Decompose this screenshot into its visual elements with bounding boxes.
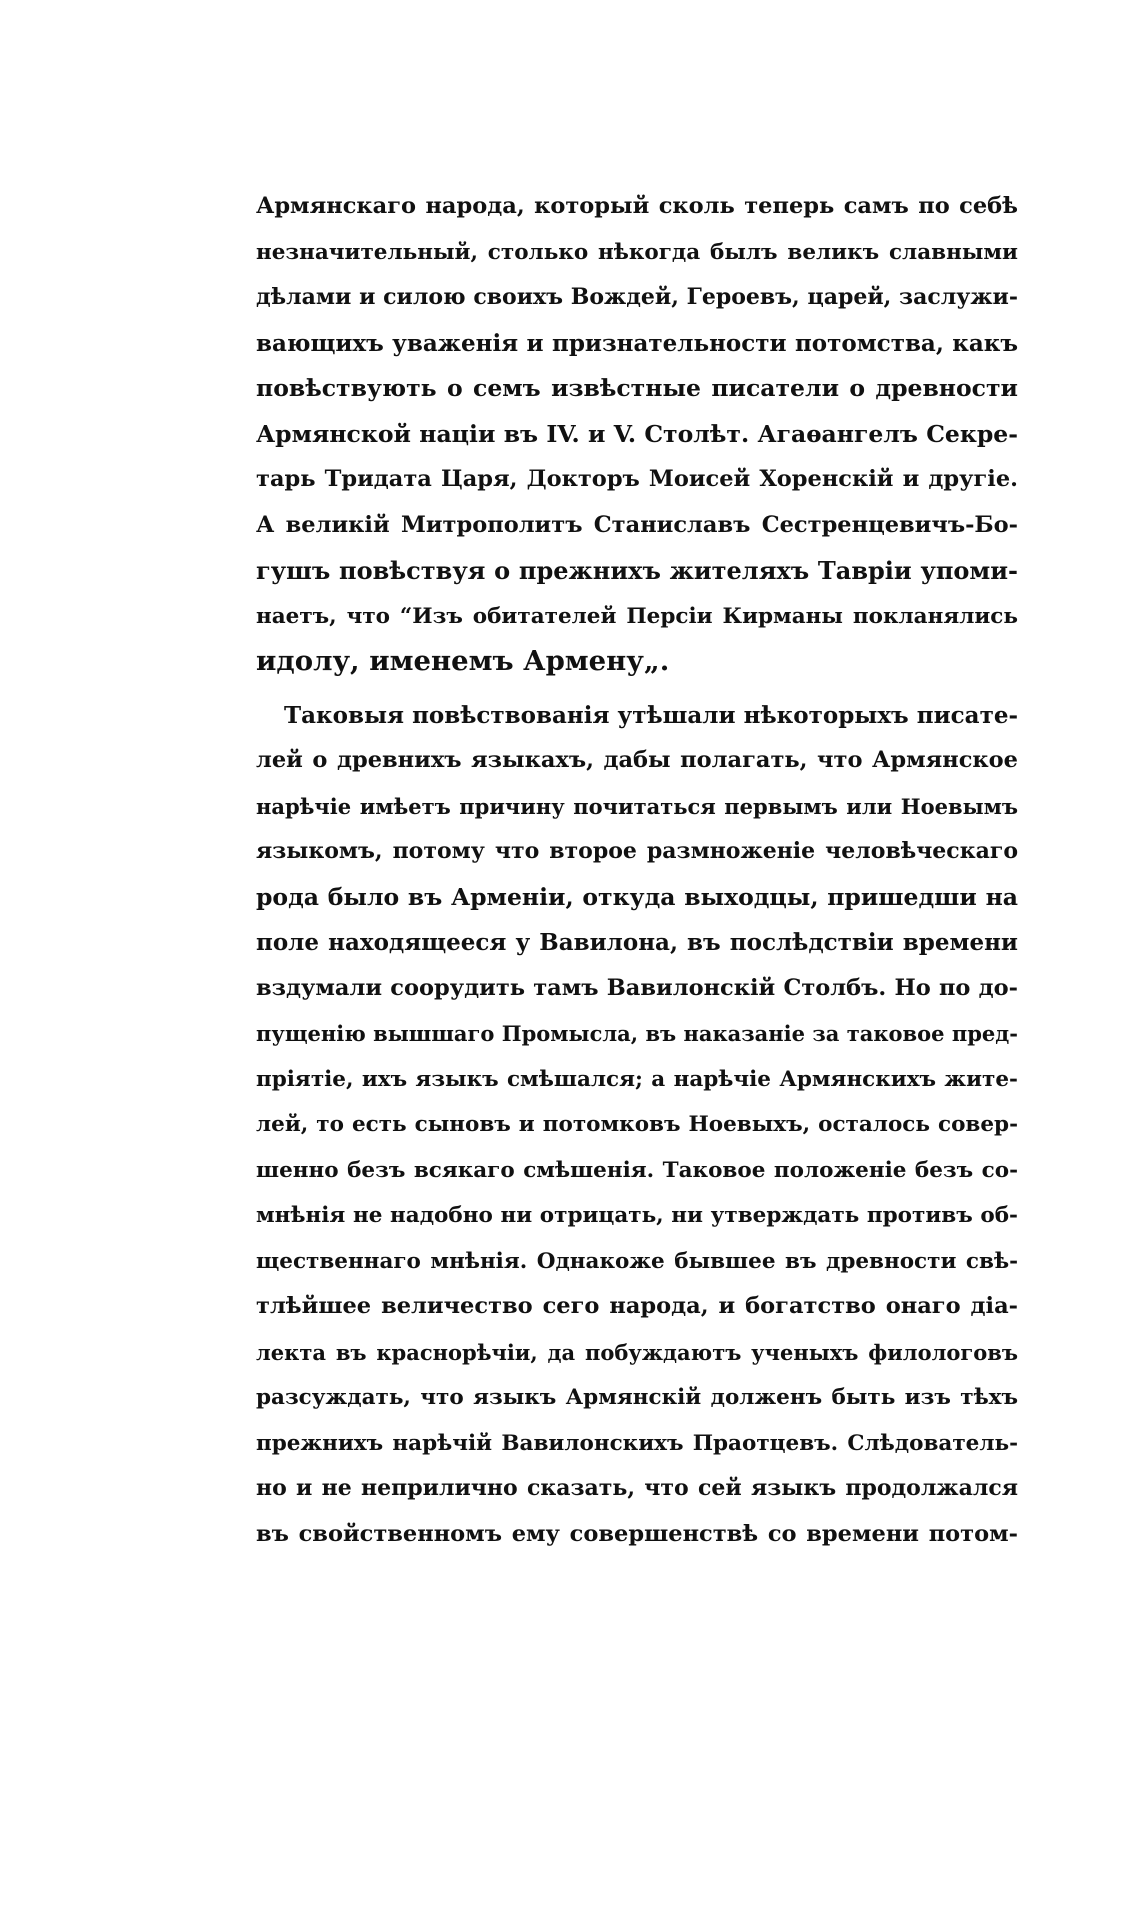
text-line: наетъ, что “Изъ обитателей Персіи Кирманы покланялись [256, 603, 1018, 629]
text-line: Таковыя повѣствованія утѣшали нѣкоторыхъ писате- [284, 701, 1018, 729]
text-line: нарѣчіе имѣетъ причину почитаться первымъ или Ноевымъ [256, 793, 1018, 819]
text-line: лей, то есть сыновъ и потомковъ Ноевыхъ, осталось совер- [256, 1112, 1018, 1137]
text-line: щественнаго мнѣнія. Однакоже бывшее въ древности свѣ- [256, 1248, 1018, 1274]
text-line: А великій Митрополитъ Станиславъ Сестренцевичъ-Бо- [256, 511, 1018, 538]
text-line: прежнихъ нарѣчій Вавилонскихъ Праотцевъ. Слѣдователь- [256, 1430, 1018, 1456]
text-line: пущенію вышшаго Промысла, въ наказаніе за таковое пред- [256, 1021, 1018, 1046]
text-line: тлѣйшее величество сего народа, и богатство онаго діа- [256, 1293, 1018, 1319]
text-line: лей о древнихъ языкахъ, дабы полагать, что Армянское [256, 747, 1018, 773]
text-line: Армянскаго народа, который сколь теперь самъ по себѣ [256, 193, 1018, 219]
text-line: шенно безъ всякаго смѣшенія. Таковое положеніе безъ со- [256, 1157, 1018, 1183]
text-line: поле находящееся у Вавилона, въ послѣдствіи времени [256, 929, 1018, 956]
text-line: гушъ повѣствуя о прежнихъ жителяхъ Тавріи упоми- [256, 556, 1018, 585]
text-line: дѣлами и силою своихъ Вождей, Героевъ, царей, заслужи- [256, 284, 1018, 310]
text-line: рода было въ Арменіи, откуда выходцы, пришедши на [256, 882, 1018, 911]
text-line: вздумали соорудить тамъ Вавилонскій Столбъ. Но по до- [256, 974, 1018, 1001]
text-line: идолу, именемъ Армену„. [256, 645, 670, 677]
paragraph-2 [256, 693, 1018, 1558]
text-line: разсуждать, что языкъ Армянскій долженъ быть изъ тѣхъ [256, 1385, 1018, 1410]
text-line: но и не неприлично сказать, что сей языкъ продолжался [256, 1475, 1018, 1501]
text-line: незначительный, столько нѣкогда былъ великъ славными [256, 239, 1018, 265]
text-line: повѣствують о семъ извѣстные писатели о древности [256, 374, 1018, 402]
paragraph-1 [256, 184, 1018, 685]
text-line: тарь Тридата Царя, Докторъ Моисей Хоренскій и другіе. [256, 466, 1018, 492]
text-line: лекта въ краснорѣчіи, да побуждаютъ ученыхъ филологовъ [256, 1339, 1018, 1365]
text-line: языкомъ, потому что второе размноженіе человѣческаго [256, 838, 1018, 864]
text-line: въ свойственномъ ему совершенствѣ со времени потом- [256, 1520, 1018, 1547]
text-line: пріятіе, ихъ языкъ смѣшался; а нарѣчіе Армянскихъ жите- [256, 1066, 1018, 1092]
text-line: Армянской націи въ IV. и V. Столѣт. Агаѳангелъ Секре- [256, 419, 1018, 448]
paragraph-gap [256, 685, 1018, 693]
text-line: мнѣнія не надобно ни отрицать, ни утверждать противъ об- [256, 1203, 1018, 1228]
text-line: вающихъ уваженія и признательности потомства, какъ [256, 329, 1018, 357]
page-body-text [256, 184, 1018, 1557]
